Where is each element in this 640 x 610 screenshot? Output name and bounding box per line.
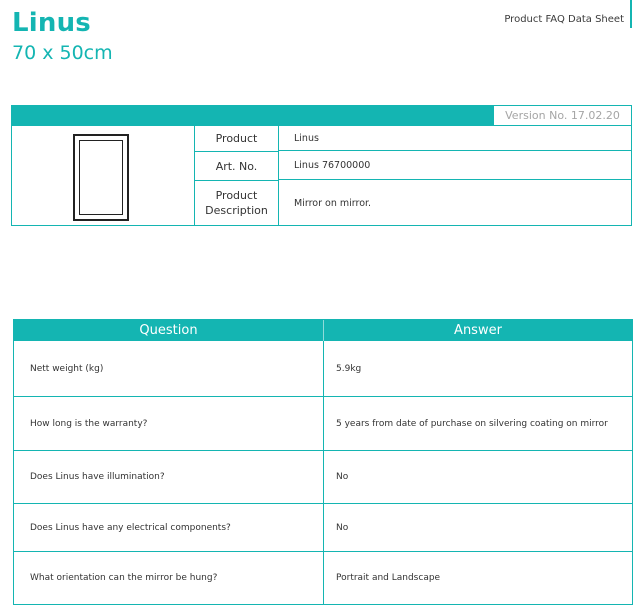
label-product: Product <box>195 126 278 152</box>
product-info-values <box>279 126 631 225</box>
product-info-table <box>11 105 632 226</box>
value-product: Linus <box>279 126 631 151</box>
product-size: 70 x 50cm <box>12 42 113 64</box>
label-art-no: Art. No. <box>195 152 278 181</box>
question-header: Question <box>139 323 198 338</box>
faq-answer: No <box>336 522 349 533</box>
faq-row <box>14 341 632 397</box>
page-title: Linus <box>12 8 91 38</box>
sheet-label: Product FAQ Data Sheet <box>504 14 624 25</box>
answer-header: Answer <box>454 323 502 338</box>
version-number: Version No. 17.02.20 <box>505 109 620 122</box>
product-image-cell <box>12 126 195 225</box>
faq-answer: Portrait and Landscape <box>336 573 441 583</box>
faq-row <box>14 451 632 504</box>
label-product-description: Product Description <box>205 189 268 217</box>
faq-question: Does Linus have any electrical components? <box>30 522 231 533</box>
value-art-no: Linus 76700000 <box>279 152 631 180</box>
mirror-outline-image <box>73 134 129 221</box>
faq-answer: No <box>336 472 349 482</box>
faq-row <box>14 504 632 552</box>
value-product-description: Mirror on mirror. <box>294 197 372 209</box>
faq-question: How long is the warranty? <box>30 418 148 429</box>
product-info-header-bar <box>12 106 494 125</box>
faq-question: Does Linus have illumination? <box>30 472 165 482</box>
faq-row <box>14 397 632 451</box>
faq-question: Nett weight (kg) <box>30 363 104 374</box>
product-info-labels <box>195 126 279 225</box>
faq-row <box>14 552 632 604</box>
faq-answer: 5.9kg <box>336 363 362 374</box>
header-rule <box>630 0 632 28</box>
faq-question: What orientation can the mirror be hung? <box>30 573 218 583</box>
faq-header <box>14 320 632 341</box>
faq-table <box>13 319 633 605</box>
mirror-inner-frame <box>79 140 123 215</box>
faq-answer: 5 years from date of purchase on silvering coating on mirror <box>336 418 608 429</box>
